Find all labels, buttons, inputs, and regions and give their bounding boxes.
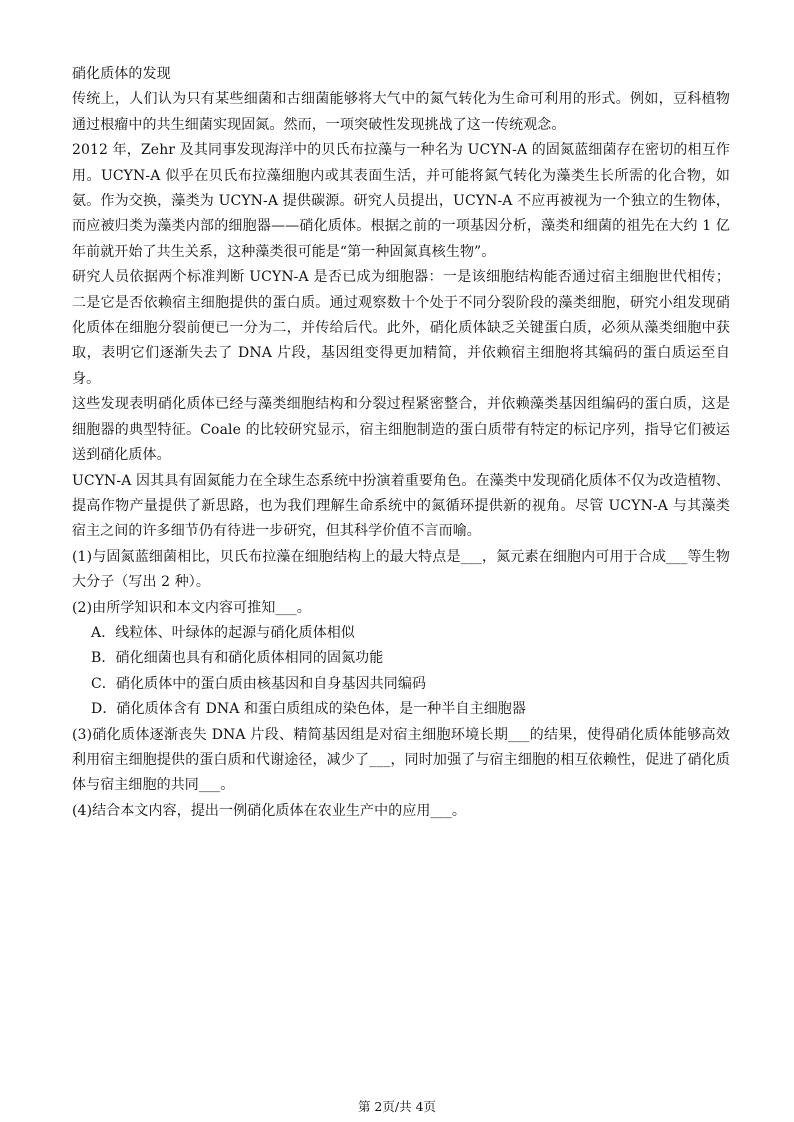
page-footer: 第 2页/共 4页 [357, 1099, 437, 1114]
question-1: (1)与固氮蓝细菌相比，贝氏布拉藻在细胞结构上的最大特点是___，氮元素在细胞内可用于合成___等生物大分子（写出 2 种）。 [72, 548, 730, 591]
question-3: (3)硝化质体逐渐丧失 DNA 片段、精简基因组是对宿主细胞环境长期___的结果，使得硝化质体能够高效利用宿主细胞提供的蛋白质和代谢途径，减少了___，同时加强了与宿主细胞的相互依赖性，促进了硝化质体与宿主细胞的共同___。 [72, 726, 730, 794]
question-2-option-c: C．硝化质体中的蛋白质由核基因和自身基因共同编码 [91, 675, 427, 692]
document-title: 硝化质体的发现 [72, 66, 171, 82]
question-2: (2)由所学知识和本文内容可推知___。 [72, 599, 311, 616]
paragraph-intro: 传统上，人们认为只有某些细菌和古细菌能够将大气中的氮气转化为生命可利用的形式。例如，豆科植物通过根瘤中的共生细菌实现固氮。然而，一项突破性发现挑战了这一传统观念。 [72, 91, 730, 133]
question-4: (4)结合本文内容，提出一例硝化质体在农业生产中的应用___。 [72, 802, 466, 819]
question-2-option-d: D．硝化质体含有 DNA 和蛋白质组成的染色体，是一种半自主细胞器 [91, 701, 527, 718]
paragraph-discovery: 2012 年，Zehr 及其同事发现海洋中的贝氏布拉藻与一种名为 UCYN-A 的固氮蓝细菌存在密切的相互作用。UCYN-A 似乎在贝氏布拉藻细胞内或其表面生活，并可能将氮气转化为藻类生长所需的化合物，如氨。作为交换，藻类为 UCYN-A 提供碳源。研究人员提出，UCYN-A 不应再被视为一个独立的生物体，而应被归类为藻类内部的细胞器——硝化质体。根据之前的一项基因分析，藻类和细菌的祖先在大约 1 亿年前就开始了共生关系，这种藻类很可能是“第一种固氮真核生物”。 [72, 142, 730, 260]
document-body [72, 62, 730, 824]
paragraph-significance: UCYN-A 因其具有固氮能力在全球生态系统中扮演着重要角色。在藻类中发现硝化质体不仅为改造植物、提高作物产量提供了新思路，也为我们理解生命系统中的氮循环提供新的视角。尽管 UCYN-A 与其藻类宿主之间的许多细节仍有待进一步研究，但其科学价值不言而喻。 [72, 472, 730, 540]
question-2-option-a: A．线粒体、叶绿体的起源与硝化质体相似 [91, 624, 356, 641]
paragraph-integration: 这些发现表明硝化质体已经与藻类细胞结构和分裂过程紧密整合，并依赖藻类基因组编码的蛋白质，这是细胞器的典型特征。Coale 的比较研究显示，宿主细胞制造的蛋白质带有特定的标记序列，指导它们被运送到硝化质体。 [72, 396, 730, 464]
paragraph-criteria: 研究人员依据两个标准判断 UCYN-A 是否已成为细胞器：一是该细胞结构能否通过宿主细胞世代相传；二是它是否依赖宿主细胞提供的蛋白质。通过观察数十个处于不同分裂阶段的藻类细胞，研究小组发现硝化质体在细胞分裂前便已一分为二，并传给后代。此外，硝化质体缺乏关键蛋白质，必须从藻类细胞中获取，表明它们逐渐失去了 DNA 片段，基因组变得更加精简，并依赖宿主细胞将其编码的蛋白质运至自身。 [72, 269, 730, 387]
question-2-option-b: B．硝化细菌也具有和硝化质体相同的固氮功能 [91, 650, 384, 667]
